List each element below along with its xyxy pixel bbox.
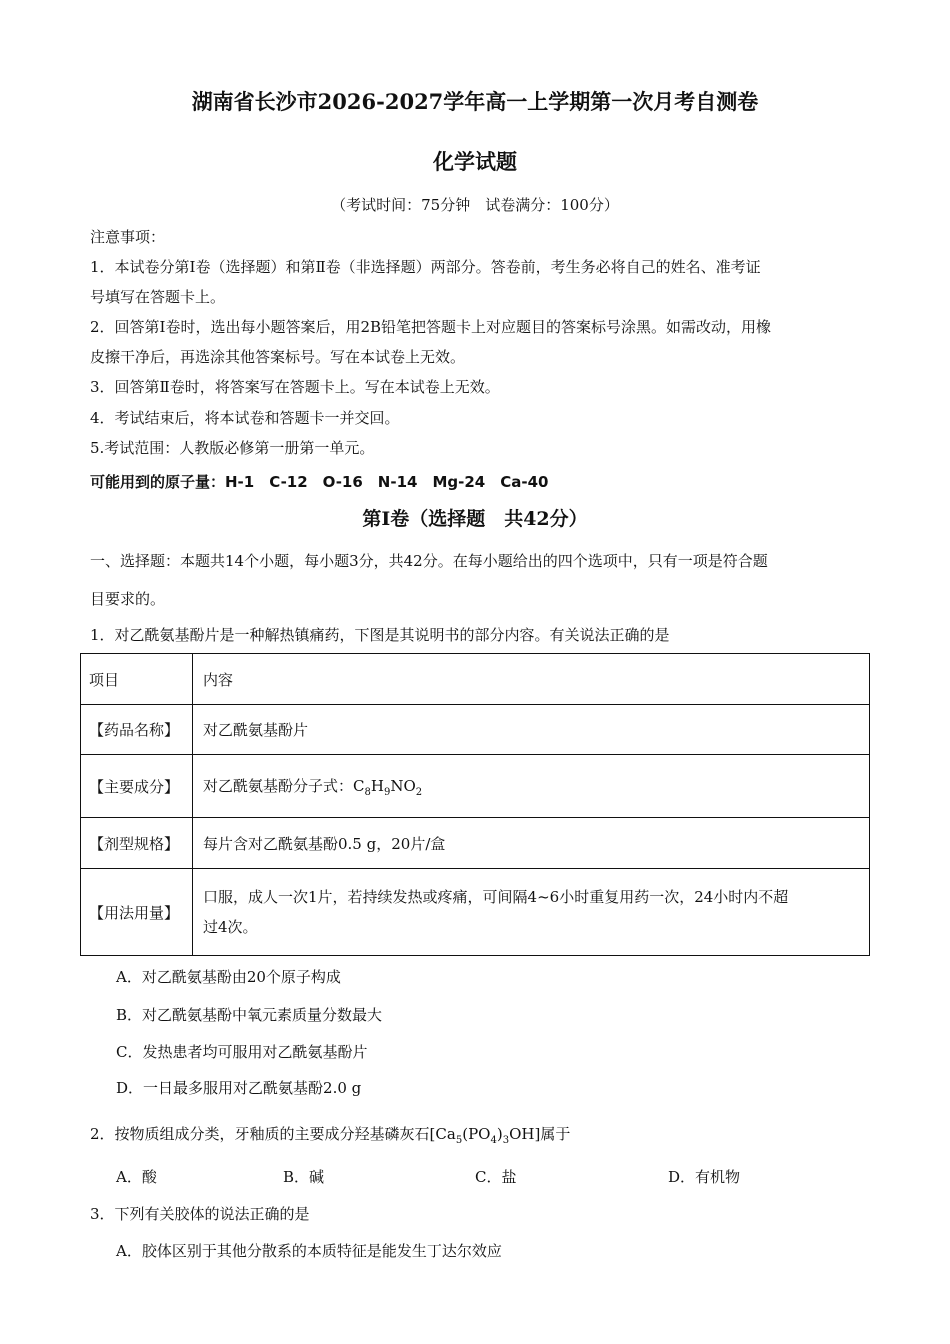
q2-option-d: D．有机物 <box>668 1168 741 1186</box>
q1-option-d: D．一日最多服用对乙酰氨基酚2.0 g <box>116 1079 362 1097</box>
note-line: 5.考试范围：人教版必修第一册第一单元。 <box>90 439 375 457</box>
chemical-formula: $Ca_5(PO_4)_3OH$ <box>435 1125 535 1146</box>
table-cell: 内容 <box>193 654 870 705</box>
table-cell: 【剂型规格】 <box>81 818 193 869</box>
q2-option-b: B．碱 <box>283 1168 325 1186</box>
table-cell: 每片含对乙酰氨基酚0.5 g，20片/盒 <box>193 818 870 869</box>
note-line: 3．回答第Ⅱ卷时，将答案写在答题卡上。写在本试卷上无效。 <box>90 378 500 396</box>
table-cell: 【药品名称】 <box>81 705 193 755</box>
note-line: 1．本试卷分第Ⅰ卷（选择题）和第Ⅱ卷（非选择题）两部分。答卷前，考生务必将自己的姓名、准考证 <box>90 258 761 276</box>
q3-option-a: A．胶体区别于其他分散系的本质特征是能发生丁达尔效应 <box>116 1242 502 1260</box>
table-cell-line: 过4次。 <box>203 918 258 936</box>
table-cell <box>193 755 870 818</box>
note-line: 4．考试结束后，将本试卷和答题卡一并交回。 <box>90 409 400 427</box>
section-intro: 目要求的。 <box>90 590 166 608</box>
note-line: 皮擦干净后，再选涂其他答案标号。写在本试卷上无效。 <box>90 348 466 366</box>
subject-title: 化学试题 <box>433 149 517 174</box>
drug-label-table <box>80 653 870 956</box>
q2-stem-prefix: 2．按物质组成分类，牙釉质的主要成分羟基磷灰石[ <box>90 1125 436 1143</box>
question-2-stem <box>90 1123 570 1146</box>
table-row <box>81 654 870 705</box>
section-title: 第Ⅰ卷（选择题 共42分） <box>362 508 588 530</box>
q2-stem-suffix: ]属于 <box>534 1125 571 1143</box>
table-row <box>81 869 870 956</box>
note-line: 号填写在答题卡上。 <box>90 288 226 306</box>
exam-info: （考试时间：75分钟 试卷满分：100分） <box>331 196 619 214</box>
table-cell: 对乙酰氨基酚片 <box>193 705 870 755</box>
atomic-masses: 可能用到的原子量：H-1 C-12 O-16 N-14 Mg-24 Ca-40 <box>90 473 549 491</box>
q1-option-a: A．对乙酰氨基酚由20个原子构成 <box>116 968 341 986</box>
table-cell-line: 口服，成人一次1片，若持续发热或疼痛，可间隔4~6小时重复用药一次，24小时内不超 <box>203 888 789 906</box>
q1-option-b: B．对乙酰氨基酚中氧元素质量分数最大 <box>116 1006 383 1024</box>
q2-option-c: C．盐 <box>475 1168 517 1186</box>
section-intro: 一、选择题：本题共14个小题，每小题3分，共42分。在每小题给出的四个选项中，只有一项是符合题 <box>90 552 768 570</box>
q2-option-a: A．酸 <box>116 1168 157 1186</box>
table-cell-text: 对乙酰氨基酚分子式： <box>203 776 354 795</box>
notes-heading: 注意事项： <box>90 228 166 246</box>
table-row <box>81 755 870 818</box>
question-3-stem: 3．下列有关胶体的说法正确的是 <box>90 1205 310 1223</box>
table-cell <box>193 869 870 956</box>
question-1-stem: 1．对乙酰氨基酚片是一种解热镇痛药，下图是其说明书的部分内容。有关说法正确的是 <box>90 626 670 644</box>
table-row <box>81 705 870 755</box>
note-line: 2．回答第Ⅰ卷时，选出每小题答案后，用2B铅笔把答题卡上对应题目的答案标号涂黑。如需改动，用橡 <box>90 318 772 336</box>
table-cell: 【用法用量】 <box>81 869 193 956</box>
molecular-formula: $C_8H_9NO_2$ <box>353 776 423 798</box>
q1-option-c: C．发热患者均可服用对乙酰氨基酚片 <box>116 1043 368 1061</box>
table-cell: 项目 <box>81 654 193 705</box>
table-cell: 【主要成分】 <box>81 755 193 818</box>
exam-title: 湖南省长沙市2026-2027学年高一上学期第一次月考自测卷 <box>191 89 759 114</box>
table-row <box>81 818 870 869</box>
